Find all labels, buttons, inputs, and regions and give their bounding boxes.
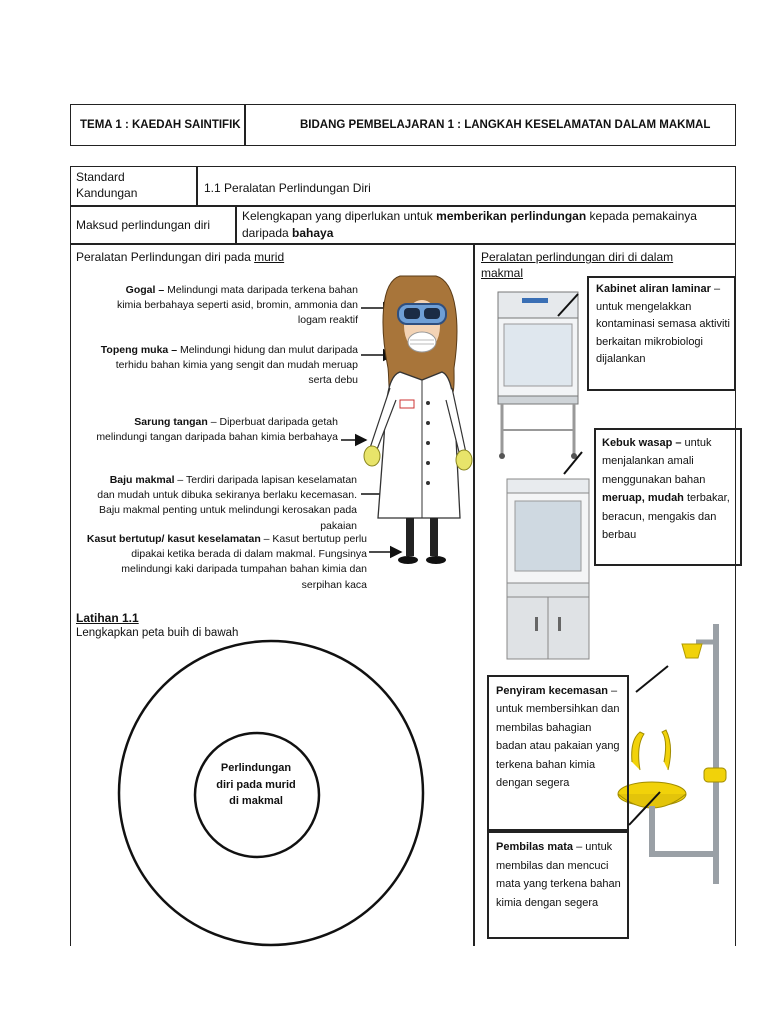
standard-label: Standard Kandungan [76, 170, 138, 200]
penyiram-term: Penyiram kecemasan [496, 685, 608, 697]
left-heading-a: Peralatan Perlindungan diri pada [76, 250, 255, 264]
pembilas-term: Pembilas mata [496, 841, 574, 853]
bubble-center-text: Perlindungan diri pada murid di makmal [216, 762, 296, 807]
latihan-instruction: Lengkapkan peta buih di bawah [76, 627, 239, 639]
kebuk-desc: untuk menjalankan amali menggunakan bahan [602, 437, 712, 486]
maksud-text-d: bahaya [292, 225, 334, 240]
item-gogal-term: Gogal – [125, 284, 165, 296]
latihan-title: Latihan 1.1 [76, 611, 139, 625]
maksud-label: Maksud perlindungan diri [76, 218, 211, 232]
header-bidang: BIDANG PEMBELAJARAN 1 : LANGKAH KESELAMATAN DALAM MAKMAL [300, 119, 711, 131]
kebuk-bold2: meruap, mudah [602, 492, 684, 505]
kabinet-term: Kabinet aliran laminar [596, 283, 711, 295]
kebuk-desc2: terbakar, beracun, mengakis dan berbau [602, 492, 730, 542]
item-sarung-desc: – Diperbuat daripada getah melindungi tangan daripada bahan kimia berbahaya [96, 416, 338, 444]
penyiram-desc: – untuk membersihkan dan membilas bahagian badan atau pakaian yang terkena bahan kimia dengan segera [496, 685, 620, 790]
item-topeng-term: Topeng muka – [100, 344, 178, 356]
item-sarung-term: Sarung tangan [134, 416, 208, 428]
item-baju-desc: – Terdiri daripada lapisan keselamatan dan mudah untuk dibuka sekiranya berlaku kecemasan. Baju makmal penting untuk melindungi kerosakan pada pakaian [97, 474, 357, 532]
item-kasut-term: Kasut bertutup/ kasut keselamatan [86, 533, 261, 545]
maksud-text-a: Kelengkapan yang diperlukan untuk [242, 209, 437, 223]
header-tema: TEMA 1 : KAEDAH SAINTIFIK [80, 119, 241, 131]
maksud-text-b: memberikan perlindungan [436, 209, 587, 223]
item-kasut-desc: – Kasut bertutup perlu dipakai ketika berada di dalam makmal. Fungsinya melindungi kaki daripada tumpahan bahan kimia dan serpihan kaca [121, 533, 367, 591]
item-gogal-desc: Melindungi mata daripada terkena bahan kimia berbahaya seperti asid, bromin, ammonia dan logam reaktif [116, 284, 358, 327]
kabinet-desc: – untuk mengelakkan kontaminasi semasa aktiviti berkaitan mikrobiologi dijalankan [596, 283, 730, 366]
standard-value: 1.1 Peralatan Perlindungan Diri [204, 181, 371, 195]
pembilas-desc: – untuk membilas dan mencuci mata yang terkena bahan kimia dengan segera [496, 841, 621, 910]
right-heading-text: Peralatan perlindungan diri di dalam makmal [481, 250, 674, 281]
item-topeng-desc: Melindungi hidung dan mulut daripada terhidu bahan kimia yang sengit dan mudah meruap serta debu [115, 344, 358, 387]
kebuk-term: Kebuk wasap – [602, 437, 682, 449]
left-heading-b: murid [254, 250, 285, 264]
maksud-text-c: kepada pemakainya daripada [242, 209, 697, 240]
item-baju-term: Baju makmal [109, 474, 175, 486]
